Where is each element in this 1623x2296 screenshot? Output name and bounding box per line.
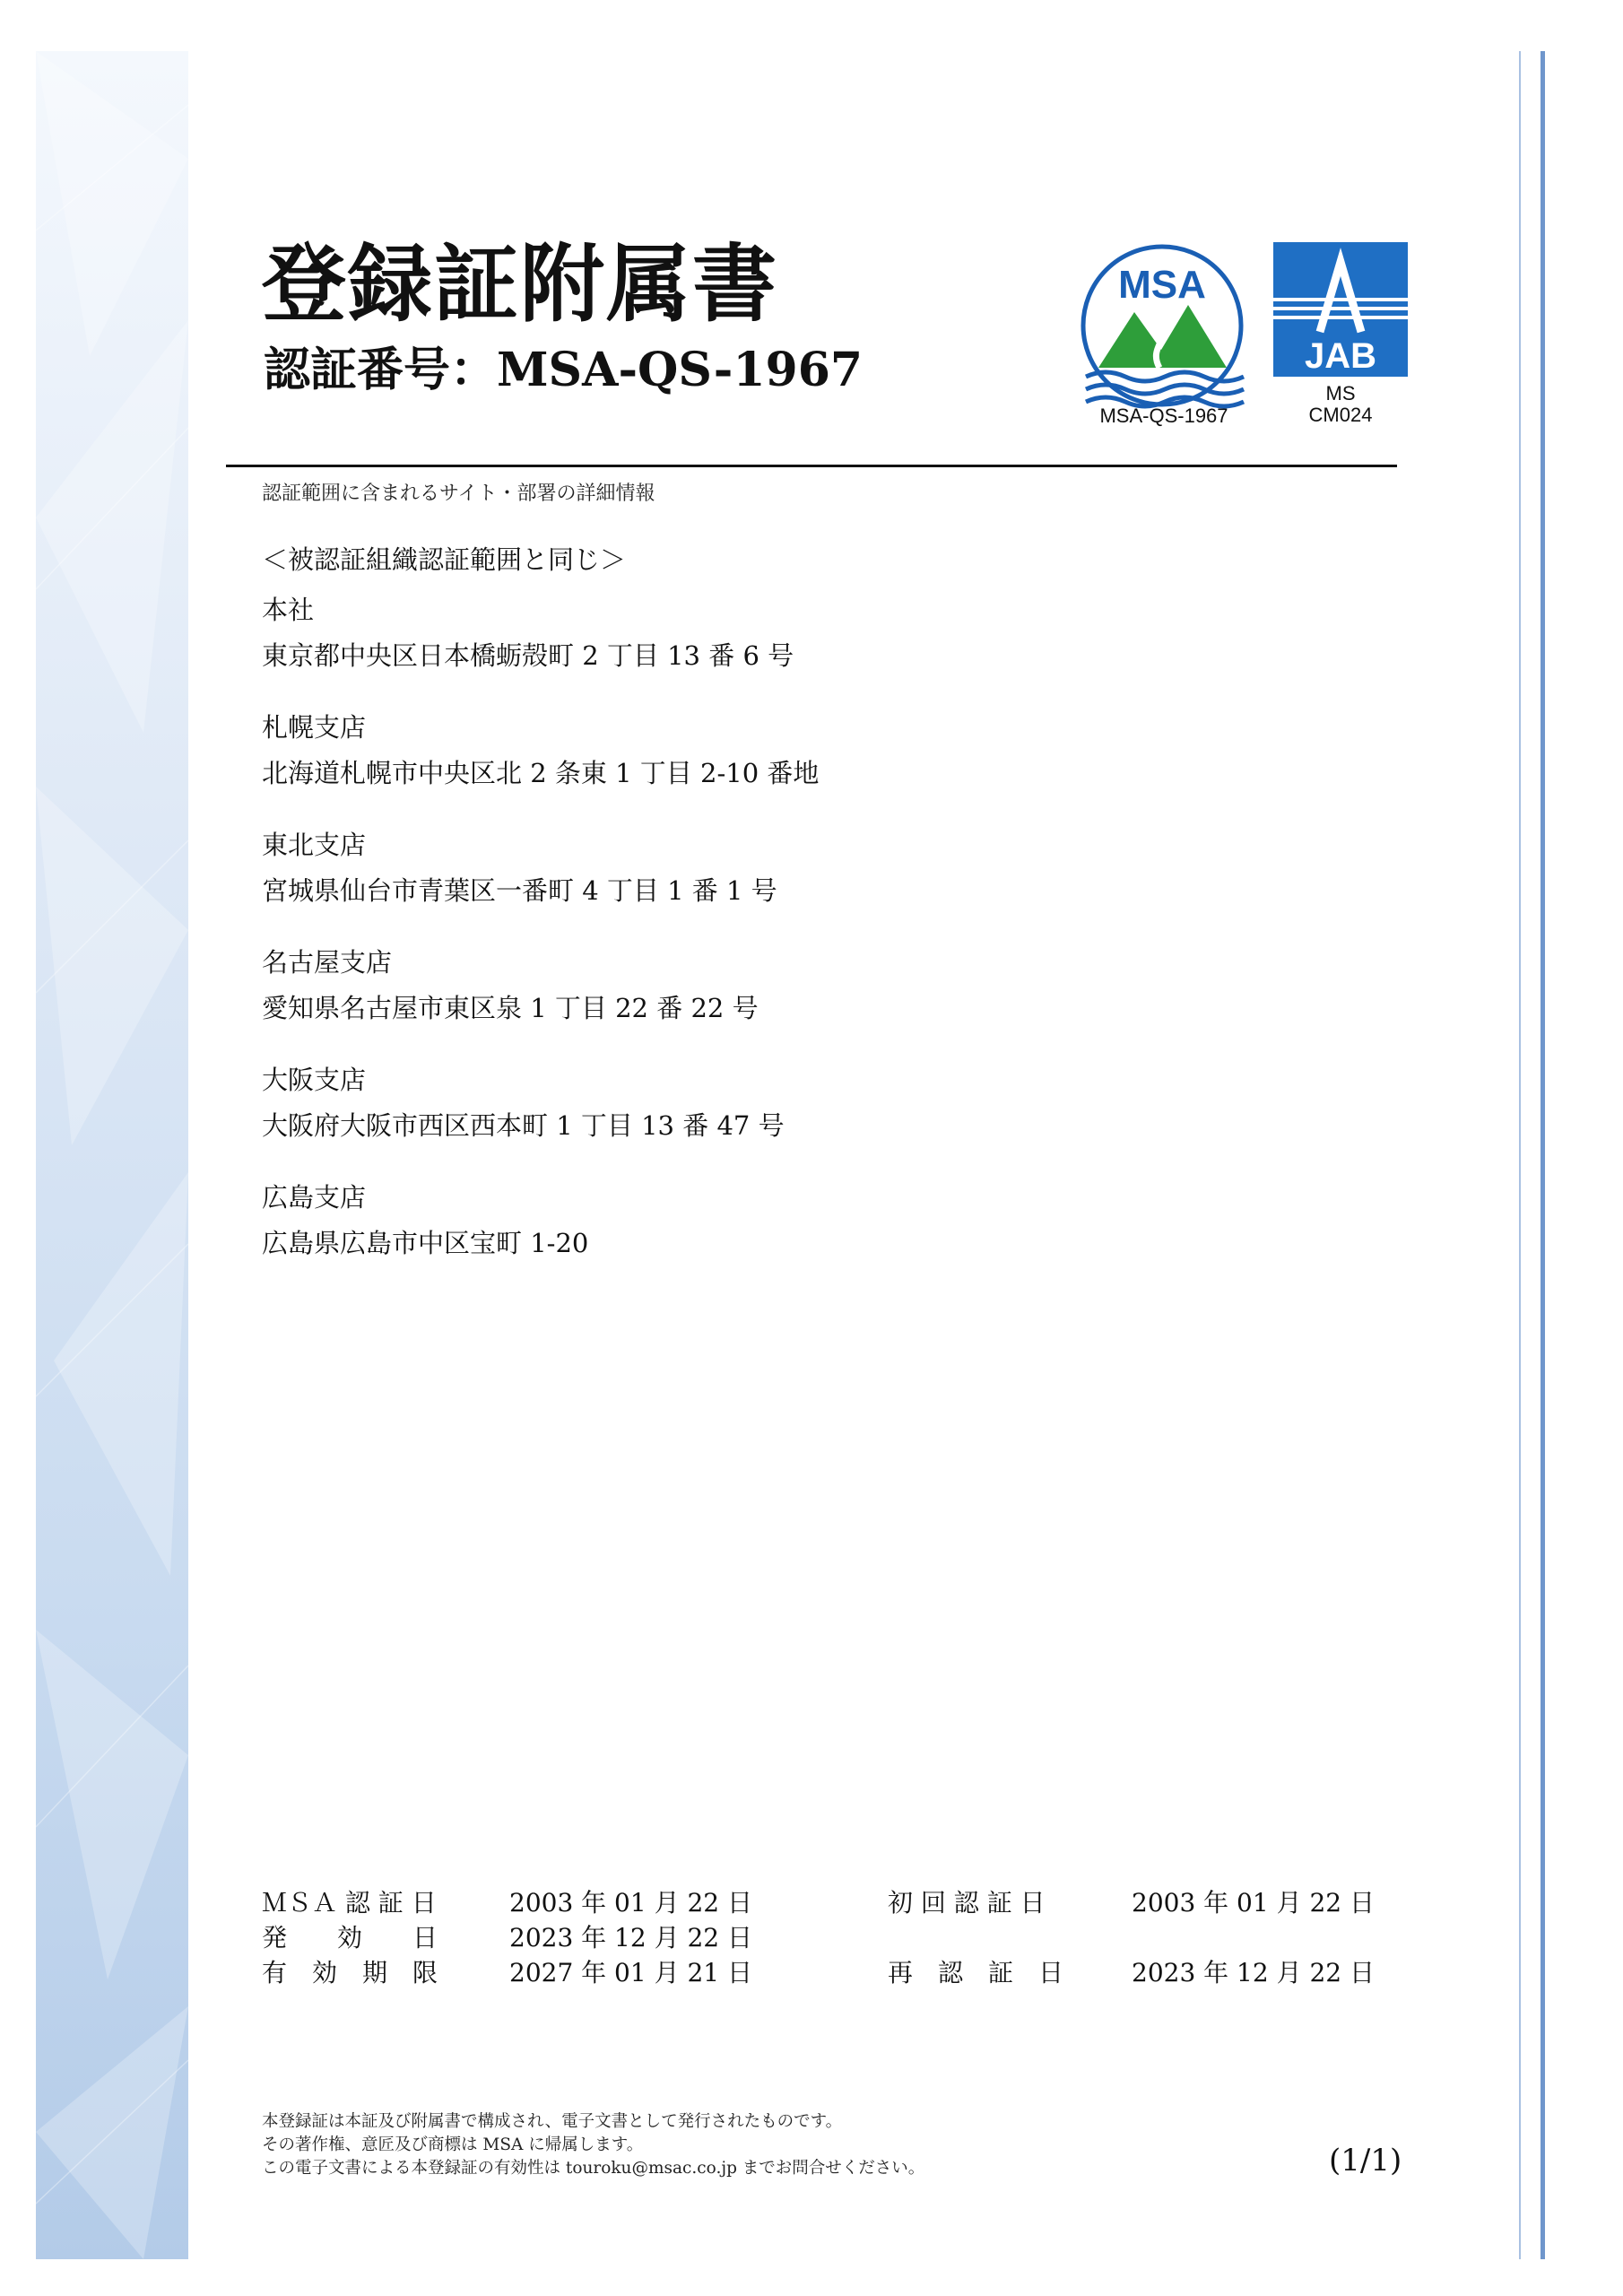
msa-logo xyxy=(1079,242,1245,422)
date-row xyxy=(262,1883,1428,1918)
site-name: 本社 xyxy=(262,595,315,625)
footer-line: その著作権、意匠及び商標は MSA に帰属します。 xyxy=(262,2135,644,2154)
site-address: 広島県広島市中区宝町 1-20 xyxy=(262,1228,589,1258)
site-address: 宮城県仙台市青葉区一番町 4 丁目 1 番 1 号 xyxy=(262,875,777,906)
msa-cert-date-label: ＭＳＡ 認 証 日 xyxy=(262,1888,437,1918)
effective-date-label: 発 効 日 xyxy=(262,1923,438,1952)
page-number: (1/1) xyxy=(1329,2143,1402,2179)
msa-logo-text: MSA xyxy=(1118,263,1206,307)
msa-logo-caption: MSA-QS-1967 xyxy=(1099,404,1228,427)
site-item xyxy=(262,705,1248,822)
footer-line: 本登録証は本証及び附属書で構成され、電子文書として発行されたものです。 xyxy=(262,2112,843,2131)
initial-cert-date-label: 初 回 認 証 日 xyxy=(888,1888,1046,1918)
site-item xyxy=(262,587,1248,705)
jab-logo-caption xyxy=(1273,383,1408,426)
site-item xyxy=(262,822,1248,940)
document-title: 登録証附属書 xyxy=(262,235,779,334)
site-address: 愛知県名古屋市東区泉 1 丁目 22 番 22 号 xyxy=(262,993,759,1023)
jab-caption-line1: MS xyxy=(1325,382,1356,404)
sidebar-pattern xyxy=(36,51,188,2259)
date-row xyxy=(262,1918,1428,1953)
decorative-sidebar xyxy=(36,51,188,2259)
right-border-thick xyxy=(1541,51,1545,2259)
site-name: 東北支店 xyxy=(262,830,367,860)
certification-dates xyxy=(262,1883,1428,1988)
scope-note: ＜被認証組織認証範囲と同じ＞ xyxy=(262,544,627,575)
site-name: 名古屋支店 xyxy=(262,947,393,978)
site-item xyxy=(262,1057,1248,1175)
site-address: 大阪府大阪市西区西本町 1 丁目 13 番 47 号 xyxy=(262,1110,785,1141)
effective-date-value: 2023 年 12 月 22 日 xyxy=(509,1923,753,1952)
footer-line: この電子文書による本登録証の有効性は touroku@msac.co.jp までお問合せください。 xyxy=(262,2159,925,2178)
site-address: 北海道札幌市中央区北 2 条東 1 丁目 2-10 番地 xyxy=(262,758,820,788)
site-address: 東京都中央区日本橋蛎殻町 2 丁目 13 番 6 号 xyxy=(262,640,794,671)
site-name: 大阪支店 xyxy=(262,1065,367,1095)
site-name: 広島支店 xyxy=(262,1182,367,1213)
jab-logo-text: JAB xyxy=(1304,336,1377,376)
site-name: 札幌支店 xyxy=(262,712,367,743)
jab-caption-line2: CM024 xyxy=(1308,404,1373,426)
site-item xyxy=(262,940,1248,1057)
site-list xyxy=(262,587,1248,1292)
recert-date-label: 再 認 証 日 xyxy=(888,1958,1064,1987)
expiry-date-label: 有 効 期 限 xyxy=(262,1958,438,1987)
right-border-thin xyxy=(1519,51,1521,2259)
sites-subheading: 認証範囲に含まれるサイト・部署の詳細情報 xyxy=(262,483,655,505)
header-divider xyxy=(226,465,1397,467)
jab-logo xyxy=(1273,242,1408,377)
date-row xyxy=(262,1953,1428,1988)
initial-cert-date-value: 2003 年 01 月 22 日 xyxy=(1132,1888,1376,1918)
expiry-date-value: 2027 年 01 月 21 日 xyxy=(509,1958,753,1987)
footer-notes xyxy=(262,2110,924,2180)
msa-cert-date-value: 2003 年 01 月 22 日 xyxy=(509,1888,753,1918)
recert-date-value: 2023 年 12 月 22 日 xyxy=(1132,1958,1376,1987)
site-item xyxy=(262,1175,1248,1292)
certificate-number: 認証番号：MSA-QS-1967 xyxy=(264,343,864,397)
